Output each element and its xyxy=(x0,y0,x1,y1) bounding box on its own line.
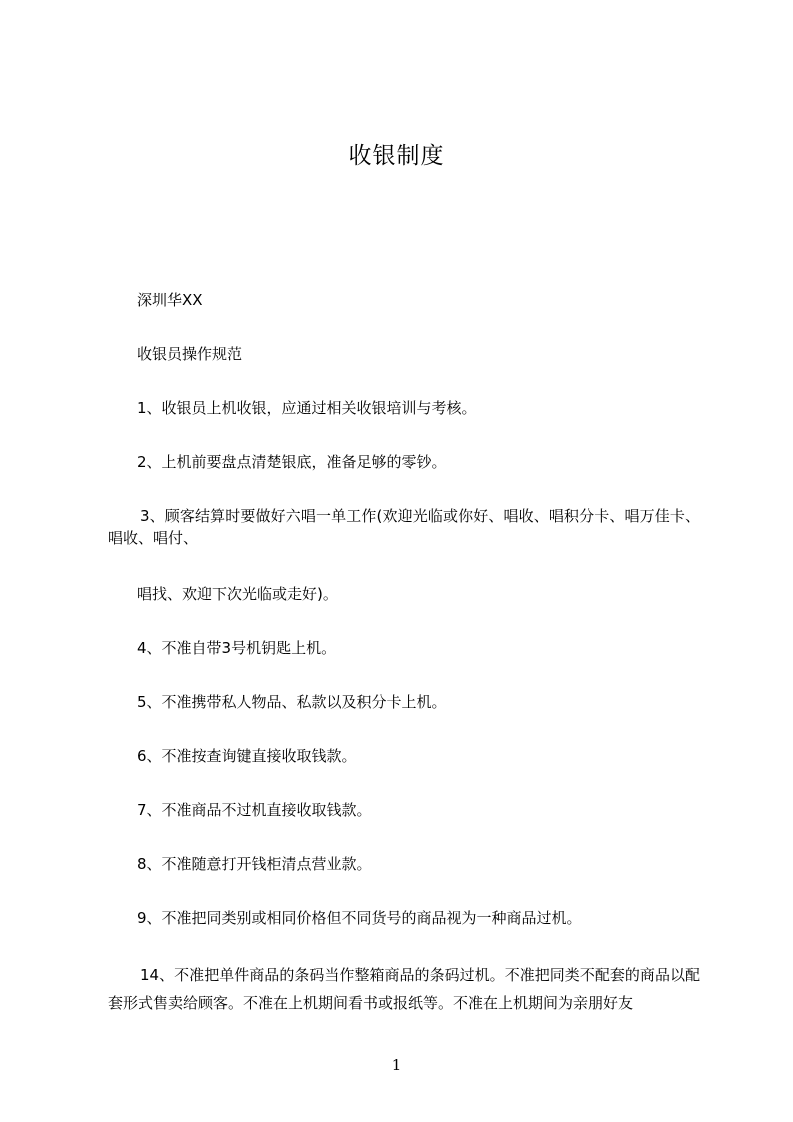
paragraph-rule-6: 6、不准按查询键直接收取钱款。 xyxy=(137,747,357,765)
paragraph-rule-8: 8、不准随意打开钱柜清点营业款。 xyxy=(137,855,372,873)
paragraph-rule-9: 9、不准把同类别或相同价格但不同货号的商品视为一种商品过机。 xyxy=(137,909,582,927)
document-title: 收银制度 xyxy=(348,143,445,169)
paragraph-rule-3: 3、顾客结算时要做好六唱一单工作(欢迎光临或你好、唱收、唱积分卡、唱万佳卡、唱收、唱付、 xyxy=(108,507,700,547)
page-number: 1 xyxy=(391,1056,402,1074)
paragraph-rule-5: 5、不准携带私人物品、私款以及积分卡上机。 xyxy=(137,693,447,711)
paragraph-rule-14: 14、不准把单件商品的条码当作整箱商品的条码过机。不准把同类不配套的商品以配套形式售卖给顾客。不准在上机期间看书或报纸等。不准在上机期间为亲朋好友 xyxy=(108,966,700,1012)
paragraph-rule-4: 4、不准自带3号机钥匙上机。 xyxy=(137,639,337,657)
paragraph-company: 深圳华XX xyxy=(137,291,203,309)
paragraph-rule-7: 7、不准商品不过机直接收取钱款。 xyxy=(137,801,372,819)
paragraph-rule-2: 2、上机前要盘点清楚银底，准备足够的零钞。 xyxy=(137,453,447,471)
paragraph-section-heading: 收银员操作规范 xyxy=(137,345,243,363)
paragraph-rule-1: 1、收银员上机收银，应通过相关收银培训与考核。 xyxy=(137,399,477,417)
paragraph-rule-3-continued: 唱找、欢迎下次光临或走好)。 xyxy=(137,585,338,603)
